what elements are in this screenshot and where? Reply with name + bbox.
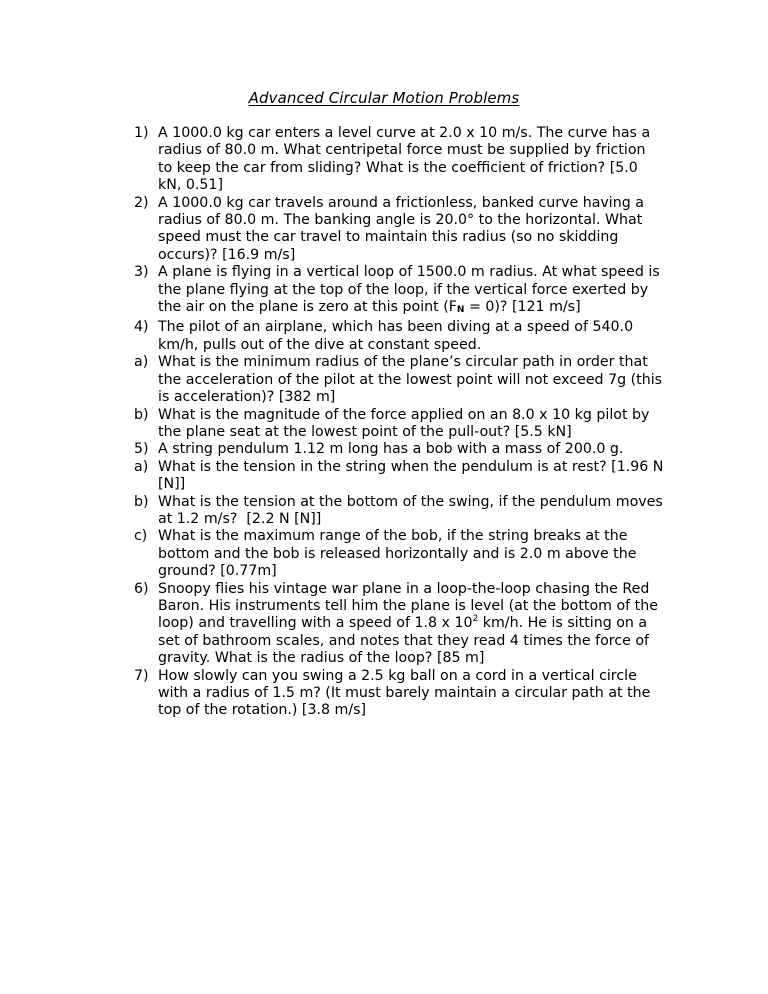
problem-marker: b) [134,406,149,423]
problem-3 [134,264,664,319]
problem-marker: 3) [134,264,149,281]
problem-text-part: = 0)? [121 m/s] [464,299,581,316]
problem-text: What is the minimum radius of the plane’s circular path in order that the acceleration of the pilot at the lowest point will not exceed 7g (this is acceleration)? [382 m] [158,354,667,406]
problem-text: What is the maximum range of the bob, if the string breaks at the bottom and the bob is released horizontally and is 2.0 m above the ground? [0.77m] [158,528,641,580]
exponent-superscript: 2 [472,614,479,625]
problem-text: What is the tension in the string when the pendulum is at rest? [1.96 N [N]] [158,458,668,493]
normal-force-subscript: N [456,305,465,316]
page-title: Advanced Circular Motion Problems [248,89,520,107]
problem-text [158,264,664,319]
problem-text [158,581,664,668]
problem-marker: a) [134,354,149,371]
problem-marker: 4) [134,319,149,336]
problem-marker: c) [134,528,148,545]
problem-list [134,125,668,720]
problem-7 [134,668,664,720]
problem-marker: 6) [134,580,149,597]
problem-marker: 7) [134,667,149,684]
problem-4b [134,407,664,442]
problem-text-part: A plane is flying in a vertical loop of 1500.0 m radius. At what speed is the plane flying at the top of the loop, if the vertical force exerted by the air on the plane is zero at this point (F [158,264,665,316]
problem-2 [134,195,664,265]
problem-marker: b) [134,493,149,510]
problem-text: What is the magnitude of the force applied on an 8.0 x 10 kg pilot by the plane seat at the lowest point of the pull-out? [5.5 kN] [158,406,654,440]
problem-text-part: km/h. He is sitting on a set of bathroom scales, and notes that they read 4 times the force of gravity. What is the radius of the loop? [85 m] [158,615,654,667]
problem-text: What is the tension at the bottom of the swing, if the pendulum moves at 1.2 m/s? [2.2 N [N]] [158,493,668,527]
problem-text: The pilot of an airplane, which has been diving at a speed of 540.0 km/h, pulls out of the dive at constant speed. [158,319,638,353]
problem-5 [134,441,664,458]
problem-6 [134,581,664,668]
problem-text: A string pendulum 1.12 m long has a bob with a mass of 200.0 g. [158,441,624,458]
problem-5a [134,458,668,494]
problem-marker: 2) [134,194,149,211]
problem-5b [134,493,668,529]
problem-text-part: Snoopy flies his vintage war plane in a loop-the-loop chasing the Red Baron. His instruments tell him the plane is level (at the bottom of the loop) and travelling with a speed of 1.8 x 10 [158,580,663,632]
problem-text: A 1000.0 kg car enters a level curve at 2.0 x 10 m/s. The curve has a radius of 80.0 m. What centripetal force must be supplied by friction to keep the car from sliding? What is the coefficient of friction? [5.0 kN, 0.51] [158,125,655,194]
problem-5c [134,528,664,580]
problem-text: A 1000.0 kg car travels around a frictionless, banked curve having a radius of 80.0 m. The banking angle is 20.0° to the horizontal. What speed must the car travel to maintain this radius (so no skidding occurs)? [16.9 m/s] [158,194,649,263]
problem-marker: 5) [134,441,149,458]
problem-1 [134,125,664,195]
problem-4a [134,354,667,406]
problem-4 [134,319,664,354]
problem-marker: a) [134,458,149,475]
problem-marker: 1) [134,125,149,141]
problem-text: How slowly can you swing a 2.5 kg ball on a cord in a vertical circle with a radius of 1.5 m? (It must barely maintain a circular path at the top of the rotation.) [3.8 m/s] [158,667,655,719]
